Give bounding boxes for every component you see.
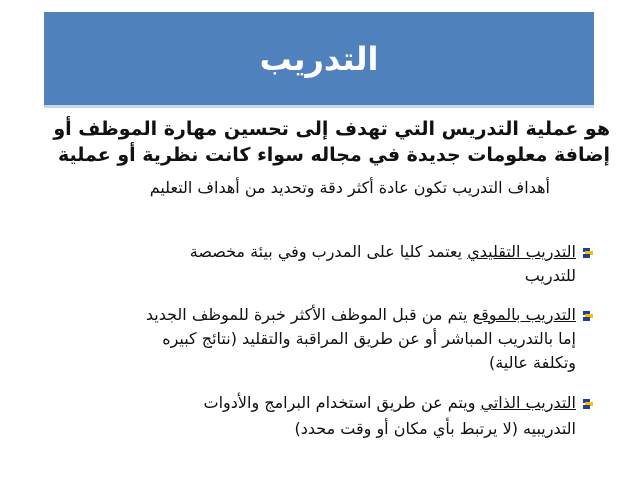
bullet-3-line-2: التدريبيه (لا يرتبط بأي مكان أو وقت محدد) (294, 419, 576, 438)
bullet-1-line-1 (190, 242, 576, 261)
goals-line: أهداف التدريب تكون عادة أكثر دقة وتحديد من أهداف التعليم (149, 178, 550, 197)
bullet-2-line-2: إما بالتدريب المباشر أو عن طريق المراقبة والتقليد (نتائج كبيره (162, 329, 576, 348)
book-bullet-icon (582, 247, 594, 259)
slide-title-bar (44, 12, 594, 108)
bullet-2-term: التدريب بالموقع (472, 305, 576, 324)
bullet-3-text: ويتم عن طريق استخدام البرامج والأدوات (203, 393, 481, 412)
slide-title: التدريب (259, 39, 379, 78)
bullet-2-line-3: وتكلفة عالية) (488, 353, 576, 372)
bullet-1-text: يعتمد كليا على المدرب وفي بيئة مخصصة (189, 242, 468, 261)
book-bullet-icon (582, 398, 594, 410)
bullet-3-line-1 (204, 393, 576, 412)
bullet-1-term: التدريب التقليدي (467, 242, 576, 261)
bullet-2-text: يتم من قبل الموظف الأكثر خبرة للموظف الجديد (145, 305, 473, 324)
definition-line-1: هو عملية التدريس التي تهدف إلى تحسين مهارة الموظف أو (53, 118, 610, 140)
bullet-3-term: التدريب الذاتي (480, 393, 576, 412)
bullet-1-line-2: للتدريب (524, 266, 576, 285)
bullet-2-line-1 (146, 305, 576, 324)
book-bullet-icon (582, 310, 594, 322)
definition-line-2: إضافة معلومات جديدة في مجاله سواء كانت نظرية أو عملية (57, 144, 610, 166)
